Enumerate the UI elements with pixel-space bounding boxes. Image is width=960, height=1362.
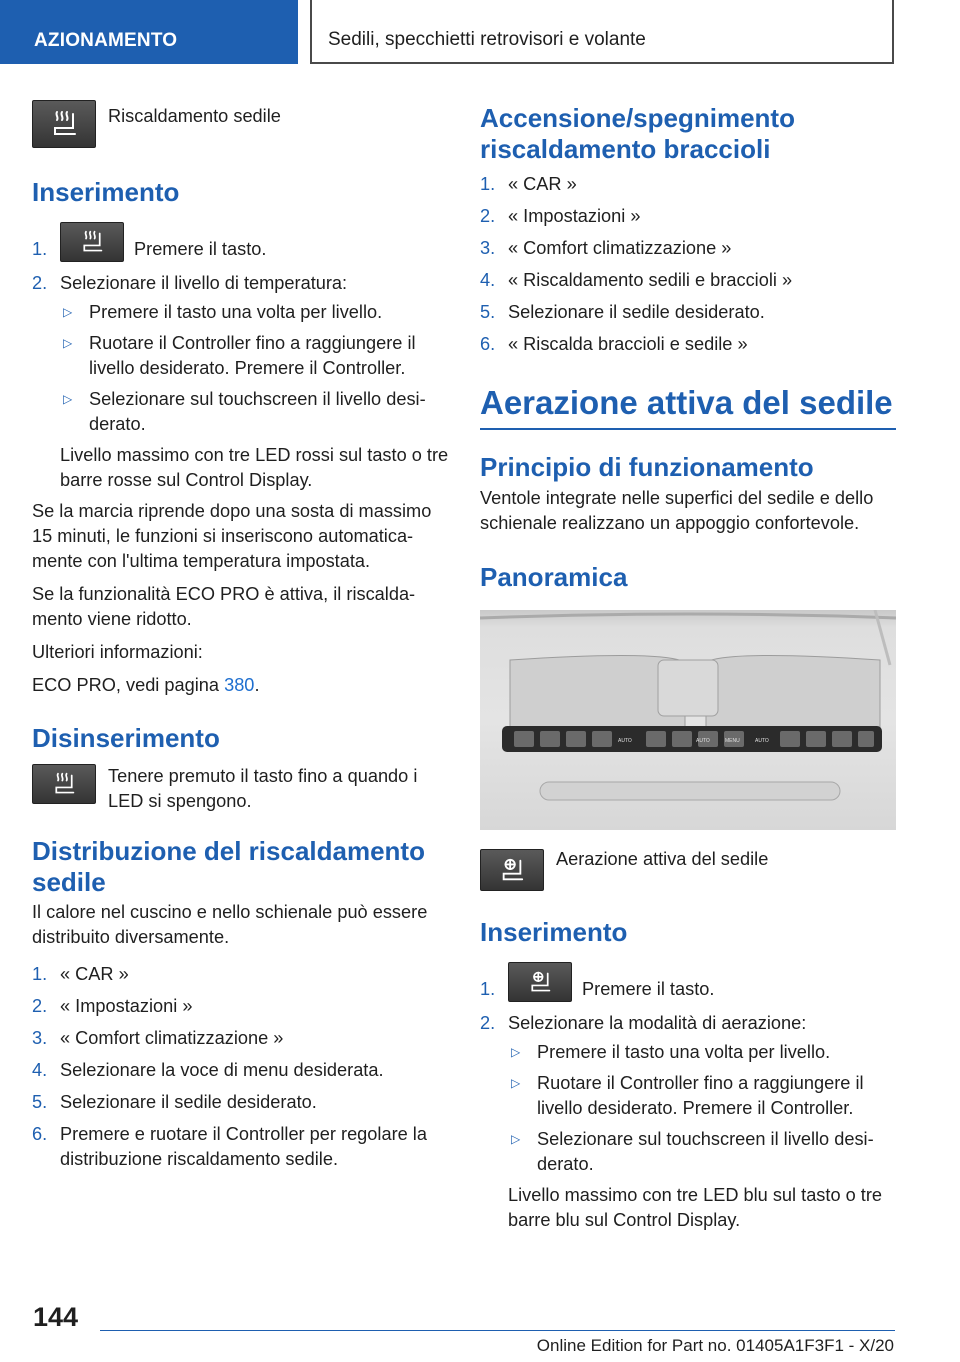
bullet-item — [60, 387, 452, 437]
step-text: Selezionare il sedile desiderato. — [60, 1092, 317, 1112]
step-text: « Comfort climatizzazione » — [508, 238, 732, 258]
max-level-note: Livello massimo con tre LED rossi sul tasto o tre barre rosse sul Control Display. — [60, 445, 449, 490]
step-number: 1. — [32, 239, 48, 259]
step-text: Selezionare il livello di temperatura: — [60, 273, 348, 293]
bullet-item — [508, 1040, 896, 1065]
section-tab: AZIONAMENTO — [0, 0, 298, 64]
step-number: 4. — [32, 1060, 48, 1080]
step-text: « CAR » — [508, 174, 577, 194]
triangle-bullet-icon: ▷ — [511, 1076, 521, 1090]
seat-ventilation-icon — [508, 962, 572, 1002]
step-number: 2. — [32, 996, 48, 1016]
step-text: Premere e ruotare il Controller per regolare la distribuzione riscaldamento sedile. — [60, 1124, 427, 1169]
step-number: 6. — [32, 1124, 48, 1144]
heating-off-row — [32, 764, 452, 814]
list-item — [32, 994, 452, 1019]
step-number: 3. — [480, 238, 496, 258]
step-number: 2. — [480, 1013, 496, 1033]
step-number: 5. — [32, 1092, 48, 1112]
page-number: 144 — [33, 1302, 79, 1332]
list-item — [32, 271, 452, 493]
step-text: « CAR » — [60, 964, 129, 984]
step-number: 2. — [32, 273, 48, 293]
step-text: Selezionare la voce di menu desiderata. — [60, 1060, 384, 1080]
step-text: « Comfort climatizzazione » — [60, 1028, 284, 1048]
seat-heating-icon — [32, 100, 96, 148]
heading-disinserimento: Disinserimento — [32, 723, 220, 753]
list-item — [480, 236, 896, 261]
distribution-intro: Il calore nel cuscino e nello schienale può essere distribuito diversamente. — [32, 902, 428, 947]
panel-label: MENU — [725, 738, 740, 744]
footer-divider — [100, 1330, 895, 1331]
bullet-item — [508, 1071, 896, 1121]
heading-braccioli: Accensione/spegnimento riscaldamento braccioli — [480, 103, 795, 164]
left-column — [32, 100, 452, 1172]
seat-ventilation-icon — [480, 849, 544, 891]
step-number: 1. — [32, 964, 48, 984]
heading-distribuzione: Distribuzione del riscaldamento sedile — [32, 836, 425, 897]
step-text: « Riscaldamento sedili e braccioli » — [508, 270, 793, 290]
list-item — [480, 268, 896, 293]
ventilation-label: Aerazione attiva del sedile — [556, 849, 769, 869]
dashboard-illustration — [480, 610, 896, 830]
heading-inserimento: Inserimento — [32, 177, 180, 207]
max-level-note: Livello massimo con tre LED blu sul tasto o tre barre blu sul Control Display. — [508, 1185, 883, 1230]
triangle-bullet-icon: ▷ — [63, 336, 73, 350]
list-item — [32, 219, 452, 262]
list-item — [480, 959, 896, 1002]
heading-aerazione: Aerazione attiva del sedile — [480, 382, 896, 430]
paragraph: Se la funzionalità ECO PRO è attiva, il riscalda‐ mento viene ridotto. — [32, 584, 416, 629]
control-panel-photo — [480, 610, 896, 830]
heading-panoramica: Panoramica — [480, 562, 628, 592]
list-item — [480, 204, 896, 229]
list-item — [32, 1058, 452, 1083]
page-link[interactable]: 380 — [224, 675, 255, 695]
list-item — [480, 332, 896, 357]
bullet-text: Selezionare sul touchscreen il livello desi‐ derato. — [89, 389, 426, 434]
edition-text: Online Edition for Part no. 01405A1F3F1 - X/20 — [536, 1336, 894, 1355]
list-item — [480, 300, 896, 325]
step-number: 3. — [32, 1028, 48, 1048]
step-number: 6. — [480, 334, 496, 354]
step-text: « Impostazioni » — [508, 206, 641, 226]
heating-off-text: Tenere premuto il tasto fino a quando i LED si spengono. — [108, 766, 418, 811]
step-number: 2. — [480, 206, 496, 226]
list-item — [32, 1122, 452, 1172]
steps-heating-on — [32, 219, 452, 493]
panel-label: AUTO — [618, 738, 632, 744]
list-item — [480, 1011, 896, 1233]
step-text: Premere il tasto. — [134, 239, 267, 259]
bullet-item — [60, 300, 452, 325]
step-text: Premere il tasto. — [582, 979, 715, 999]
bullet-text: Ruotare il Controller fino a raggiungere il livello desiderato. Premere il Controller. — [89, 333, 416, 378]
chapter-title: Sedili, specchietti retrovisori e volante — [310, 0, 894, 64]
bullet-item — [60, 331, 452, 381]
paragraph: Se la marcia riprende dopo una sosta di massimo 15 minuti, le funzioni si inseriscono automatica‐ mente con l'ultima temperatura impostata. — [32, 501, 432, 571]
list-item — [480, 172, 896, 197]
bullet-list — [508, 1040, 896, 1177]
seat-ventilation-row — [480, 849, 896, 891]
steps-vent-on — [480, 959, 896, 1233]
list-item — [32, 1026, 452, 1051]
heading-inserimento-vent: Inserimento — [480, 917, 628, 947]
triangle-bullet-icon: ▷ — [511, 1045, 521, 1059]
heading-principio: Principio di funzionamento — [480, 452, 814, 482]
step-number: 1. — [480, 174, 496, 194]
list-item — [32, 962, 452, 987]
step-text: Selezionare la modalità di aerazione: — [508, 1013, 807, 1033]
reference-text: ECO PRO, vedi pagina — [32, 675, 225, 695]
paragraph — [32, 673, 452, 698]
step-text: « Riscalda braccioli e sedile » — [508, 334, 748, 354]
seat-heating-icon — [60, 222, 124, 262]
bullet-text: Ruotare il Controller fino a raggiungere il livello desiderato. Premere il Controller. — [537, 1073, 864, 1118]
seat-heating-icon — [32, 764, 96, 804]
step-number: 5. — [480, 302, 496, 322]
steps-armrest — [480, 172, 896, 357]
triangle-bullet-icon: ▷ — [511, 1132, 521, 1146]
triangle-bullet-icon: ▷ — [63, 305, 73, 319]
panel-label: AUTO — [755, 738, 769, 744]
intro-label: Riscaldamento sedile — [108, 106, 281, 126]
list-item — [32, 1090, 452, 1115]
step-text: Selezionare il sedile desiderato. — [508, 302, 765, 322]
bullet-text: Premere il tasto una volta per livello. — [89, 302, 383, 322]
step-number: 4. — [480, 270, 496, 290]
bullet-text: Selezionare sul touchscreen il livello desi‐ derato. — [537, 1129, 874, 1174]
bullet-list — [60, 300, 452, 437]
panel-label: AUTO — [696, 738, 710, 744]
principle-text: Ventole integrate nelle superfici del sedile e dello schienale realizzano un appoggio confortevole. — [480, 488, 874, 533]
bullet-text: Premere il tasto una volta per livello. — [537, 1042, 831, 1062]
right-column — [480, 103, 896, 1233]
triangle-bullet-icon: ▷ — [63, 392, 73, 406]
step-text: « Impostazioni » — [60, 996, 193, 1016]
step-number: 1. — [480, 979, 496, 999]
seat-heating-intro — [32, 100, 452, 148]
bullet-item — [508, 1127, 896, 1177]
punctuation: . — [254, 675, 260, 695]
paragraph: Ulteriori informazioni: — [32, 642, 203, 662]
steps-distribution — [32, 962, 452, 1172]
